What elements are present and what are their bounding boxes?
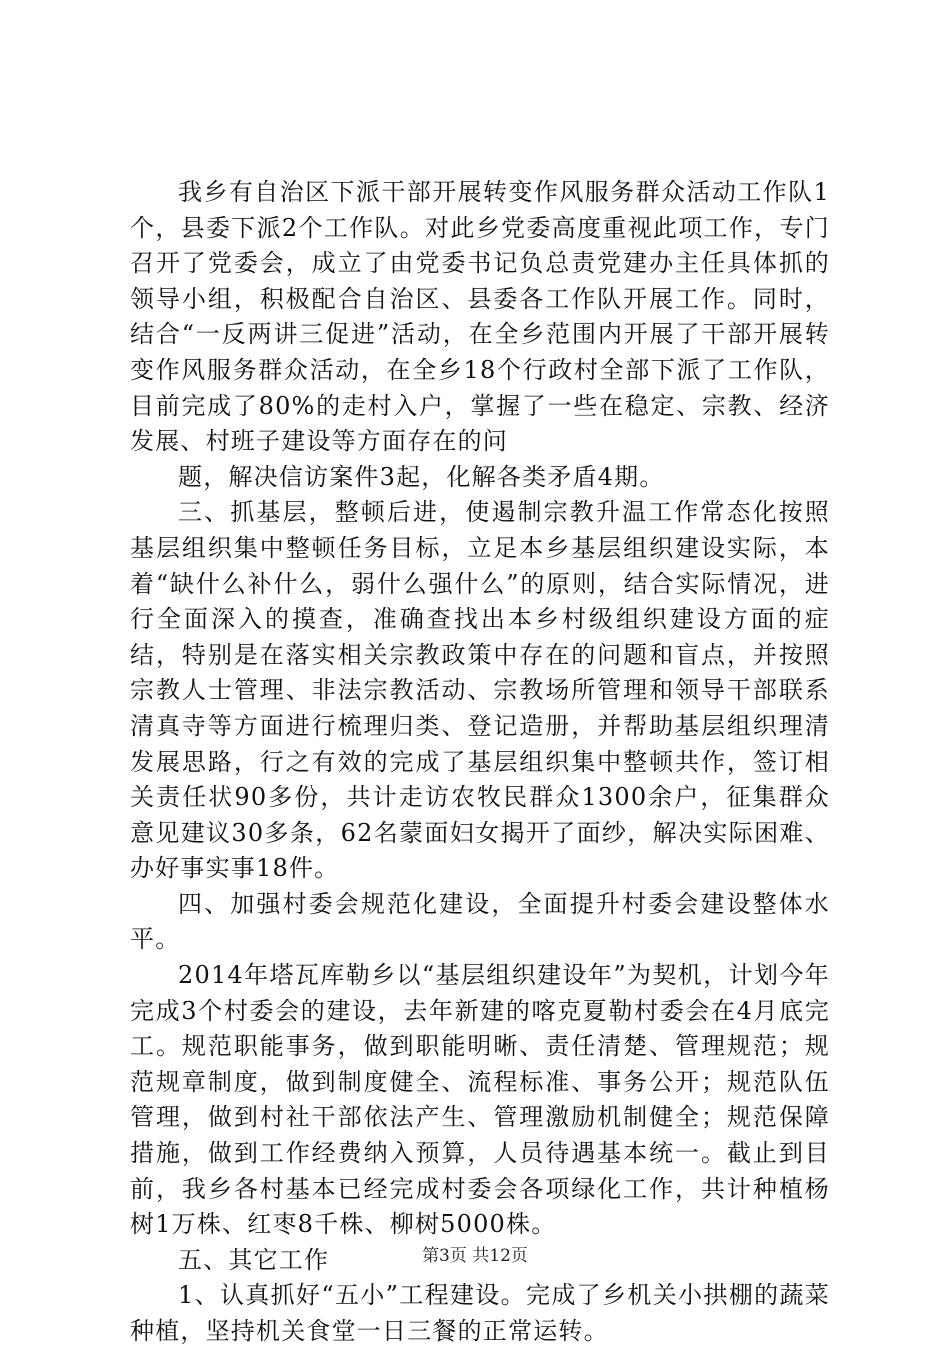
document-body <box>130 175 830 1350</box>
page-number-footer: 第3页 共12页 <box>422 1246 528 1266</box>
paragraph-section-four-heading: 四、加强村委会规范化建设，全面提升村委会建设整体水平。 <box>130 889 830 954</box>
paragraph-village-committee: 2014年塔瓦库勒乡以“基层组织建设年”为契机，计划今年完成3个村委会的建设，去年新建的喀克夏勒村委会在4月底完工。规范职能事务，做到职能明晰、责任清楚、管理规范；规范规章制度，做到制度健全、流程标准、事务公开；规范队伍管理，做到村社干部依法产生、管理激励机制健全；规范保障措施，做到工作经费纳入预算，人员待遇基本统一。截止到目前，我乡各村基本已经完成村委会各项绿化工作，共计种植杨树1万株、红枣8千株、柳树5000株。 <box>130 961 830 1239</box>
paragraph-work-team: 我乡有自治区下派干部开展转变作风服务群众活动工作队1个，县委下派2个工作队。对此乡党委高度重视此项工作，专门召开了党委会，成立了由党委书记负总责党建办主任具体抓的领导小组，积极配合自治区、县委各工作队开展工作。同时，结合“一反两讲三促进”活动，在全乡范围内开展了干部开展转变作风服务群众活动，在全乡18个行政村全部下派了工作队，目前完成了80%的走村入户，掌握了一些在稳定、宗教、经济发展、村班子建设等方面存在的问 <box>130 178 830 456</box>
paragraph-section-three: 三、抓基层，整顿后进，使遏制宗教升温工作常态化按照基层组织集中整顿任务目标，立足本乡基层组织建设实际，本着“缺什么补什么，弱什么强什么”的原则，结合实际情况，进行全面深入的摸查，准确查找出本乡村级组织建设方面的症结，特别是在落实相关宗教政策中存在的问题和盲点，并按照宗教人士管理、非法宗教活动、宗教场所管理和领导干部联系清真寺等方面进行梳理归类、登记造册，并帮助基层组织理清发展思路，行之有效的完成了基层组织集中整顿共作，签订相关责任状90多份，共计走访农牧民群众1300余户，征集群众意见建议30多条，62名蒙面妇女揭开了面纱，解决实际困难、办好事实事18件。 <box>130 498 830 883</box>
paragraph-section-five-heading: 五、其它工作 <box>178 1245 330 1274</box>
paragraph-petition-result: 题，解决信访案件3起，化解各类矛盾4期。 <box>178 462 665 491</box>
paragraph-five-small-projects: 1、认真抓好“五小”工程建设。完成了乡机关小拱棚的蔬菜种植，坚持机关食堂一日三餐的正常运转。 <box>130 1281 830 1345</box>
